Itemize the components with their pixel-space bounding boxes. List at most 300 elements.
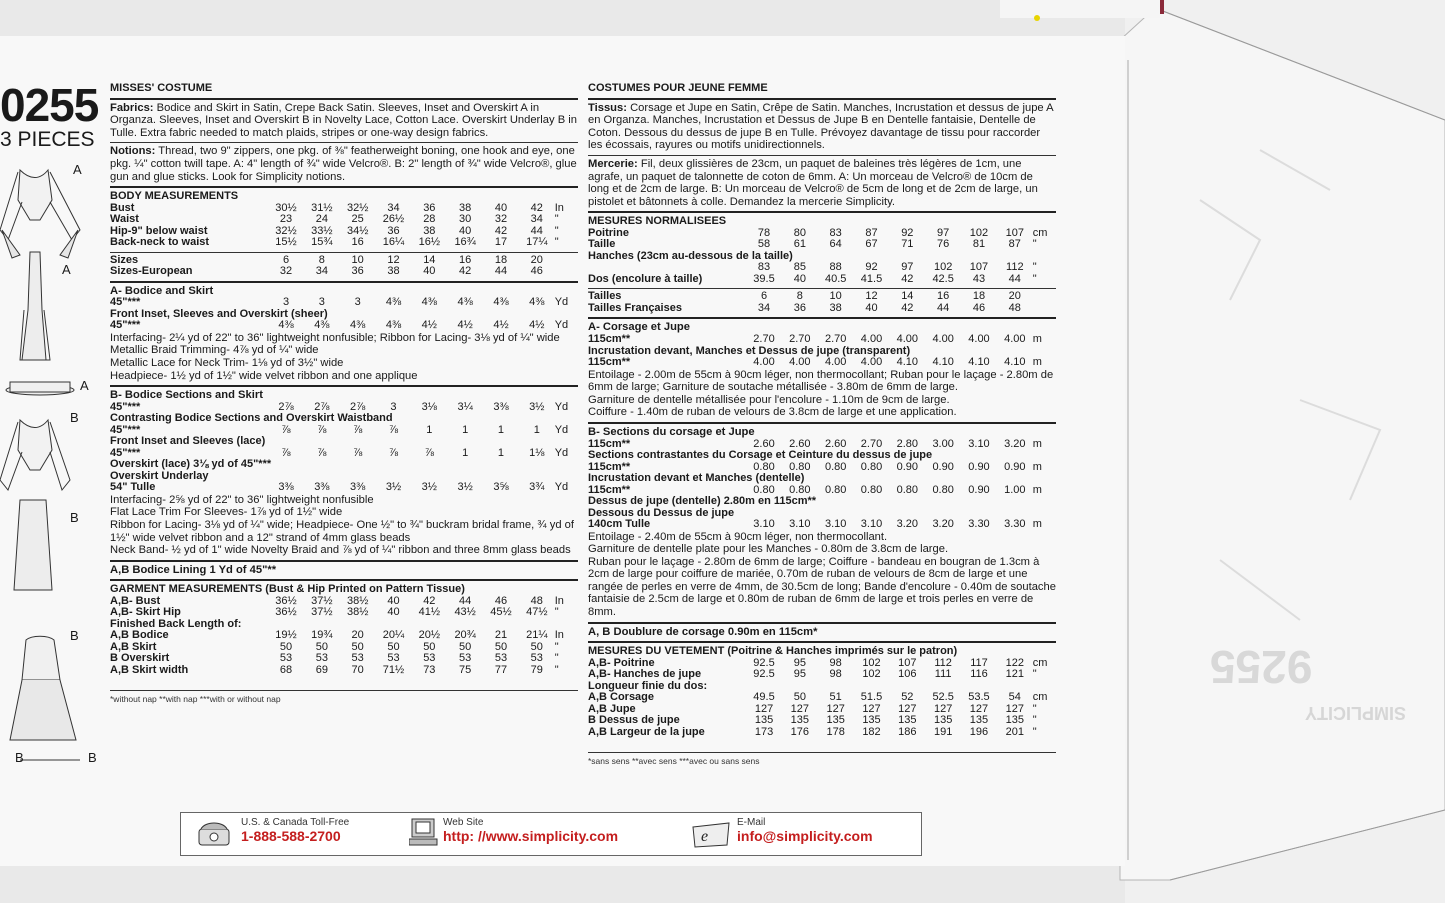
view-label-b3: B: [70, 628, 79, 643]
table-row: [110, 482, 578, 494]
cell-value: 76: [937, 238, 950, 251]
cell-value: 3.30: [1004, 518, 1026, 530]
cell-value: 40: [865, 301, 878, 314]
cell-value: 135: [790, 714, 810, 727]
cell-value: 53: [530, 652, 543, 665]
cell-value: 40.5: [824, 272, 847, 285]
cell-value: 3⅜: [493, 400, 509, 413]
cell-value: 32: [494, 213, 508, 226]
row-label: Incrustation devant et Manches (dentelle): [588, 472, 805, 484]
cell-value: 26½: [382, 213, 405, 226]
email-link[interactable]: info@simplicity.com: [737, 828, 873, 844]
cell-value: 135: [754, 714, 774, 727]
cell-value: 46: [972, 301, 986, 314]
cell-value: 32½: [275, 224, 297, 237]
garment-measurements-heading: GARMENT MEASUREMENTS (Bust & Hip Printed on Pattern Tissue): [110, 583, 465, 596]
cell-value: 106: [898, 668, 917, 681]
cell-value: 3: [354, 296, 361, 309]
cell-value: 127: [826, 702, 845, 715]
cell-value: 50: [315, 640, 328, 653]
cell-value: 20: [530, 253, 543, 266]
cell-value: 3.20: [1004, 437, 1026, 450]
cell-value: 34½: [346, 224, 369, 237]
row-label: Overskirt (lace) 3⅛ yd of 45"***: [110, 458, 272, 471]
cell-value: 3½: [529, 400, 545, 413]
cell-value: 97: [937, 226, 950, 239]
cell-value: 47½: [526, 606, 548, 619]
cell-unit: Yd: [554, 423, 569, 436]
cell-value: 50: [351, 640, 364, 653]
table-row: [110, 320, 578, 332]
cell-value: 42: [901, 272, 914, 285]
cell-value: 3½: [421, 481, 437, 494]
table-row: [110, 642, 578, 654]
cell-value: 178: [826, 725, 845, 738]
cell-value: 4½: [493, 319, 509, 332]
cell-value: 4.00: [753, 356, 775, 369]
cell-value: 6: [760, 290, 768, 303]
note-line: Interfacing- 2⅝ yd of 22" to 36" lightweight nonfusible: [110, 493, 374, 506]
cell-value: 92: [901, 226, 914, 239]
notions-paragraph: [110, 145, 578, 183]
french-column: [588, 82, 1056, 768]
cell-value: 3.00: [932, 437, 954, 450]
cell-unit: m: [1032, 460, 1042, 473]
cell-value: 127: [1005, 702, 1024, 715]
cell-value: 18: [494, 253, 508, 266]
cell-value: 16½: [418, 236, 441, 249]
cell-value: 3.10: [753, 518, 775, 530]
cell-value: 97: [901, 261, 914, 274]
cell-unit: ": [1032, 725, 1037, 738]
table-row: [588, 274, 1056, 286]
cell-value: 51.5: [860, 691, 883, 704]
row-label: 115cm**: [588, 333, 631, 346]
cell-value: 61: [793, 238, 806, 251]
cell-value: 40: [459, 224, 472, 237]
row-label: Poitrine: [588, 226, 629, 239]
cell-value: 87: [865, 226, 878, 239]
cell-unit: In: [554, 201, 564, 214]
cell-unit: [1033, 291, 1056, 303]
cell-value: ⅞: [353, 423, 363, 436]
cell-value: 0.80: [824, 483, 847, 496]
cell-unit: ": [1032, 668, 1037, 681]
cell-value: 36: [351, 265, 364, 278]
row-label: Dessous du Dessus de jupe: [588, 506, 735, 519]
cell-value: 186: [898, 725, 917, 738]
cell-value: 64: [829, 238, 842, 251]
cell-value: 176: [790, 725, 810, 738]
fabrics-text: Bodice and Skirt in Satin, Crepe Back Satin. Sleeves, Inset and Overskirt A in Organza. Sleeves, Inset and Overskirt B in Novelty Lace, Cotton Lace. Overskirt Underlay B in Tulle. Extra fabric needed to match plaids, stripes or one-way design fabrics.: [110, 101, 577, 139]
view-label-b2: B: [70, 510, 79, 525]
cell-value: 53: [387, 652, 400, 665]
cell-unit: Yd: [554, 446, 569, 459]
cell-value: 44: [937, 301, 950, 314]
view-a-notes: [110, 332, 578, 382]
cell-value: 98: [829, 668, 842, 681]
row-label: A,B Jupe: [588, 702, 636, 715]
cell-value: 30½: [275, 201, 297, 214]
cell-value: 3⅜: [350, 481, 366, 494]
view-label-a2: A: [62, 262, 71, 277]
view-b-yardage-table: [110, 402, 578, 494]
table-row: [110, 413, 578, 425]
cell-value: 4⅜: [457, 296, 473, 309]
row-label: 45"***: [110, 446, 141, 459]
english-column: [110, 82, 578, 706]
cell-value: 77: [494, 663, 508, 676]
cell-value: 19¾: [311, 629, 333, 642]
cell-value: 135: [969, 714, 989, 727]
row-label: Sizes-European: [110, 265, 193, 278]
cell-value: 112: [934, 656, 952, 669]
cell-value: 75: [459, 663, 472, 676]
cell-value: 102: [862, 668, 881, 681]
phone-number[interactable]: 1-888-588-2700: [241, 828, 341, 844]
cell-value: 10: [829, 290, 842, 303]
cell-value: 38: [423, 224, 436, 237]
table-row: [110, 665, 578, 677]
cell-value: 3: [282, 296, 290, 309]
cell-value: 44: [459, 594, 472, 607]
note-line: Interfacing- 2¼ yd of 22" to 36" lightweight nonfusible; Ribbon for Lacing- 3⅛ yd of ¼" wide: [110, 331, 560, 344]
cell-unit: ": [554, 640, 559, 653]
cell-value: 2⅞: [278, 400, 294, 413]
cell-unit: ": [554, 652, 559, 665]
row-label: 45"***: [110, 319, 141, 332]
row-label: 45"***: [110, 296, 141, 309]
cell-value: 0.80: [860, 483, 883, 496]
french-footnote: *sans sens **avec sens ***avec ou sans sens: [588, 756, 760, 767]
cell-value: 31½: [311, 201, 333, 214]
bodice-lining: A,B Bodice Lining 1 Yd of 45"**: [110, 563, 277, 576]
cell-value: 68: [279, 663, 293, 676]
cell-value: 4⅜: [529, 296, 545, 309]
cell-value: 4.00: [789, 356, 811, 369]
cell-value: 2.70: [824, 333, 847, 346]
view-label-b4: B: [15, 750, 24, 765]
show-through-brand: SIMPLICITY: [1305, 703, 1407, 723]
vue-b-notes: [588, 531, 1056, 619]
cell-value: 23: [279, 213, 293, 226]
row-label: Longueur finie du dos:: [588, 679, 708, 692]
fabrics-label: Fabrics:: [110, 101, 154, 114]
cell-value: 107: [1005, 226, 1024, 239]
cell-unit: [555, 266, 578, 278]
cell-value: 3.10: [860, 518, 883, 530]
cell-value: 135: [862, 714, 881, 727]
cell-value: 40: [494, 201, 508, 214]
row-label: Waist: [110, 213, 139, 226]
table-row: [588, 357, 1056, 369]
vue-a-notes: [588, 369, 1056, 419]
mercerie-text: Fil, deux glissières de 23cm, un paquet de baleines très légères de 1cm, une agrafe, un paquet de talonnette de coton de 6mm. A: Un morceau de Velcro® de 10cm de long et de 2cm de large. B: Un morceau de Velcro® de 5cm de long et de 2cm de large, un pistolet et bâtonnets à colle. Demandez la mercerie Simplicity.: [588, 157, 1038, 208]
cell-value: 83: [757, 261, 771, 274]
cell-value: 2.70: [789, 333, 811, 346]
contact-strip: [180, 812, 922, 856]
cell-value: 2.60: [753, 437, 775, 450]
web-contact: [443, 817, 618, 844]
cell-value: 0.80: [789, 460, 811, 473]
row-label: Tailles Françaises: [588, 301, 682, 314]
cell-value: 20½: [418, 629, 441, 642]
cell-value: 42: [459, 265, 472, 278]
note-line: Garniture de dentelle plate pour les Manches - 0.80m de 3.8cm de large.: [588, 543, 949, 556]
cell-value: 0.80: [860, 460, 883, 473]
cell-value: ⅞: [317, 446, 327, 459]
fabrics-paragraph: [110, 102, 578, 140]
row-label: A,B- Skirt Hip: [110, 606, 181, 619]
cell-value: 127: [754, 702, 774, 715]
cell-value: 1: [533, 423, 540, 436]
view-a-heading: A- Bodice and Skirt: [110, 284, 214, 297]
cell-value: 45½: [490, 606, 512, 619]
cell-value: 32½: [346, 201, 369, 214]
cell-value: 39.5: [753, 272, 775, 285]
notions-text: Thread, two 9" zippers, one pkg. of ⅜" featherweight boning, one hook and eye, one pkg. ¼" cotton twill tape. A: 4" length of ¾" wide Velcro®. B: 2" length of ¾" wide Velcro®, glue gun and glue sticks. Look for Simplicity notions.: [110, 145, 577, 183]
cell-value: 48: [530, 594, 543, 607]
show-through-number: 9255: [1210, 641, 1313, 693]
cell-value: 135: [1005, 714, 1024, 727]
cell-value: 46: [530, 265, 543, 278]
cell-unit: ": [1032, 238, 1037, 251]
row-label: Front Inset and Sleeves (lace): [110, 435, 266, 448]
cell-value: 0.90: [1004, 460, 1026, 473]
cell-value: 0.90: [932, 460, 954, 473]
cell-value: 2⅞: [350, 400, 366, 413]
cell-unit: [1033, 303, 1056, 315]
cell-value: ⅞: [317, 423, 327, 436]
cell-value: 48: [1008, 301, 1021, 314]
cell-value: 1: [426, 423, 433, 436]
row-label: A,B Skirt: [110, 640, 157, 653]
cell-value: 116: [970, 668, 988, 681]
row-label: A,B Largeur de la jupe: [588, 725, 705, 738]
cell-value: 4⅜: [314, 319, 330, 332]
cell-value: 79: [530, 663, 543, 676]
cell-value: 8: [796, 290, 803, 303]
cell-value: 81: [972, 238, 986, 251]
web-link[interactable]: http: //www.simplicity.com: [443, 828, 619, 844]
cell-value: 18: [972, 290, 986, 303]
cell-value: 34: [387, 201, 400, 214]
cell-value: 38: [387, 265, 400, 278]
cell-value: 4.00: [968, 333, 990, 346]
table-row: [110, 266, 578, 278]
cell-value: 15¾: [311, 236, 333, 249]
body-measurements-table: [110, 203, 578, 249]
cell-value: 3: [318, 296, 325, 309]
table-row: [110, 436, 578, 448]
cell-unit: ": [1032, 714, 1037, 727]
cell-value: 3⅛: [421, 400, 437, 413]
cell-value: 3.10: [824, 518, 847, 530]
cell-value: 3¼: [457, 400, 473, 413]
cell-value: 46: [494, 594, 508, 607]
cell-value: 42: [530, 201, 543, 214]
tailles-table: [588, 291, 1056, 314]
cell-value: 53: [279, 652, 293, 665]
cell-unit: In: [554, 629, 564, 642]
table-row: [588, 496, 1056, 508]
cell-unit: ": [1032, 702, 1037, 715]
row-label: Bust: [110, 201, 135, 214]
cell-value: 44: [1008, 272, 1021, 285]
cell-value: 12: [865, 290, 878, 303]
cell-value: 54: [1008, 691, 1021, 704]
cell-value: 4.00: [896, 333, 919, 346]
cell-value: 85: [793, 261, 806, 274]
cell-value: 25: [351, 213, 364, 226]
cell-value: 102: [933, 261, 953, 274]
cell-value: 0.80: [896, 483, 919, 496]
cell-value: 42: [901, 301, 914, 314]
cell-value: 182: [862, 725, 881, 738]
cell-value: 4.00: [860, 333, 883, 346]
garment-measurements-table: [110, 596, 578, 677]
cell-value: 92.5: [753, 668, 775, 681]
vue-a-heading: A- Corsage et Jupe: [588, 321, 690, 334]
cell-value: ⅞: [388, 446, 399, 459]
cell-value: 37½: [311, 594, 333, 607]
cell-unit: m: [1032, 333, 1042, 346]
note-line: Entoilage - 2.00m de 55cm à 90cm léger, non thermocollant; Ruban pour le laçage - 2.80m de 6mm de large; Garniture de soutache métallisée - 3.80m de 6mm de large.: [588, 368, 1054, 394]
table-row: [588, 727, 1056, 739]
cell-unit: m: [1032, 437, 1042, 450]
cell-value: 4.00: [824, 356, 847, 369]
cell-value: 1: [497, 423, 505, 436]
cell-value: 95: [793, 656, 806, 669]
row-label: Taille: [588, 238, 616, 251]
cell-unit: m: [1032, 483, 1042, 496]
cell-value: 38: [459, 201, 472, 214]
table-row: [110, 630, 578, 642]
table-row: [110, 619, 578, 631]
email-icon: [689, 819, 733, 849]
cell-value: 37½: [311, 606, 333, 619]
cell-value: 2.80: [896, 437, 919, 450]
view-label-a1: A: [73, 162, 82, 177]
cell-value: 2.60: [824, 437, 847, 450]
cell-value: 4⅜: [385, 319, 402, 332]
cell-value: 51: [829, 691, 842, 704]
note-line: Neck Band- ½ yd of 1" wide Novelty Braid and ⅞ yd of ¼" ribbon and three 8mm glass beads: [110, 544, 571, 557]
cell-value: 15½: [275, 236, 297, 249]
table-row: [588, 334, 1056, 346]
cell-unit: ": [1032, 272, 1037, 285]
cell-unit: Yd: [554, 319, 569, 332]
cell-value: 44: [494, 265, 508, 278]
cell-value: 3.20: [932, 518, 954, 530]
cell-value: 127: [969, 702, 989, 715]
vue-a-metrage-table: [588, 334, 1056, 369]
cell-value: 78: [757, 226, 771, 239]
cell-value: 127: [790, 702, 810, 715]
cell-value: 50: [793, 691, 806, 704]
cell-value: 2⅞: [314, 400, 330, 413]
cell-value: 111: [934, 668, 952, 681]
cell-value: 0.80: [824, 460, 847, 473]
cell-value: 127: [862, 702, 881, 715]
cell-value: 53: [423, 652, 436, 665]
cell-value: 50: [279, 640, 293, 653]
row-label: 54" Tulle: [110, 481, 156, 494]
cell-value: 53: [315, 652, 328, 665]
cell-value: 16: [937, 290, 950, 303]
cell-unit: ": [554, 213, 559, 226]
cell-value: 41.5: [860, 272, 883, 285]
cell-unit: cm: [1032, 226, 1048, 239]
tissus-label: Tissus:: [588, 101, 627, 114]
cell-value: 67: [865, 238, 878, 251]
cell-value: 20: [1008, 290, 1021, 303]
cell-value: 122: [1005, 656, 1024, 669]
cell-value: 24: [315, 213, 328, 226]
row-label: Hanches (23cm au-dessous de la taille): [588, 249, 793, 262]
web-caption: Web Site: [443, 817, 484, 828]
cell-unit: In: [554, 594, 564, 607]
note-line: Metallic Braid Trimming- 4⅞ yd of ¼" wide: [110, 344, 319, 357]
cell-value: 20¾: [454, 629, 476, 642]
note-line: Ribbon for Lacing- 3⅛ yd of ¼" wide; Headpiece- One ½" to ¾" buckram bridal frame, ¾ yd of 1½" wide velvet ribbon and a 12" strand of 4mm glass beads: [110, 519, 575, 544]
row-label: 115cm**: [588, 356, 631, 369]
cell-value: 4⅜: [493, 296, 509, 309]
cell-value: ⅞: [388, 423, 399, 436]
cell-value: 117: [970, 656, 988, 669]
cell-unit: Yd: [554, 400, 569, 413]
cell-value: 50: [530, 640, 543, 653]
cell-value: 20: [351, 629, 364, 642]
cell-value: 52.5: [932, 691, 954, 704]
notions-label: Notions:: [110, 145, 156, 158]
table-row: [588, 450, 1056, 462]
cell-value: 69: [315, 663, 328, 676]
cell-value: 71½: [382, 663, 405, 676]
cell-value: 1: [497, 446, 505, 459]
table-row: [110, 237, 578, 249]
cell-value: 17: [494, 236, 508, 249]
email-caption: E-Mail: [737, 817, 766, 828]
cell-value: 92.5: [753, 656, 775, 669]
note-line: Entoilage - 2.40m de 55cm à 90cm léger, non thermocollant.: [588, 530, 888, 543]
cell-value: 4.10: [896, 356, 919, 369]
cell-value: 0.90: [968, 460, 990, 473]
cell-value: 1: [462, 446, 469, 459]
cell-unit: ": [554, 663, 559, 676]
cell-value: 98: [829, 656, 842, 669]
cell-value: 135: [898, 714, 917, 727]
cell-value: 3.10: [789, 518, 811, 530]
cell-unit: Yd: [554, 296, 569, 309]
cell-value: 0.90: [968, 483, 990, 496]
cell-value: 34: [530, 213, 543, 226]
mesures-vetement-heading: MESURES DU VETEMENT (Poitrine & Hanches imprimés sur le patron): [588, 645, 958, 658]
cell-value: 3.20: [896, 518, 919, 530]
cell-value: 4½: [529, 319, 545, 332]
row-label: Front Inset, Sleeves and Overskirt (sheer): [110, 307, 328, 320]
cell-value: 201: [1005, 725, 1024, 738]
cell-value: 2.60: [789, 437, 811, 450]
cell-value: 6: [282, 253, 290, 266]
cell-value: 107: [898, 656, 917, 669]
cell-unit: ": [1032, 261, 1037, 274]
cell-unit: m: [1032, 356, 1042, 369]
cell-value: 53: [351, 652, 364, 665]
row-label: Tailles: [588, 290, 622, 303]
cell-value: 16: [351, 236, 364, 249]
table-row: [588, 519, 1056, 531]
